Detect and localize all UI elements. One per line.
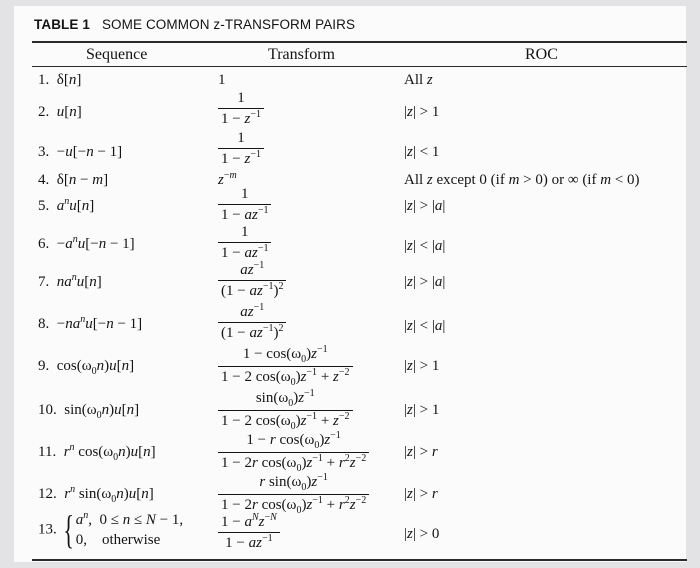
roc-cell: |z| > |a|: [404, 274, 446, 290]
top-rule: [32, 41, 687, 43]
roc-cell: |z| < |a|: [404, 318, 446, 334]
sequence-cell: 2. u[n]: [38, 104, 82, 120]
transform-cell: $\frac{1 - r \cos(\omega_0)z^{-1}}{1 - 2r \cos(\omega_0)z^{-1} + r^2z^{-2}}$: [218, 432, 369, 474]
header-roc: ROC: [525, 46, 558, 63]
roc-cell: |z| > 0: [404, 526, 440, 542]
roc-cell: |z| > r: [404, 486, 438, 502]
sequence-cell: 9. $\cos(\omega_0n)u[n]$: [38, 358, 135, 377]
roc-cell: All z except 0 (if m > 0) or ∞ (if m < 0): [404, 172, 640, 188]
roc-cell: |z| < 1: [404, 144, 440, 160]
transform-cell: $\frac{1 - \cos(\omega_0)z^{-1}}{1 - 2 \cos(\omega_0)z^{-1} + z^{-2}}$: [218, 346, 353, 388]
header-transform: Transform: [268, 46, 335, 63]
sequence-cell: 12. $r^n$ $\sin(\omega_0n)u[n]$: [38, 484, 154, 505]
table-page: [14, 6, 686, 562]
sequence-cell: 11. $r^n$ $\cos(\omega_0n)u[n]$: [38, 442, 156, 463]
transform-cell: $\frac{1}{1 - az^{-1}}$: [218, 224, 271, 262]
bottom-rule: [32, 559, 687, 561]
roc-cell: |z| > r: [404, 444, 438, 460]
table-label: TABLE 1: [34, 17, 90, 32]
transform-cell: $\frac{1}{1 - z^{-1}}$: [218, 90, 264, 128]
roc-cell: |z| > 1: [404, 358, 440, 374]
transform-cell: 1: [218, 72, 226, 88]
transform-cell: $\frac{1}{1 - az^{-1}}$: [218, 186, 271, 224]
sequence-cell: 6. $-a^nu[-n - 1]$: [38, 234, 135, 252]
table-title: SOME COMMON z-TRANSFORM PAIRS: [101, 17, 356, 32]
sequence-cell: 5. $a^nu[n]$: [38, 196, 95, 214]
transform-cell: $z^{-m}$: [218, 170, 237, 188]
sequence-cell: 8. $-na^nu[-n - 1]$: [38, 314, 143, 332]
transform-cell: $\frac{1 - a^Nz^{-N}}{1 - az^{-1}}$: [218, 514, 280, 552]
roc-cell: |z| > 1: [404, 402, 440, 418]
transform-cell: $\frac{az^{-1}}{(1 - az^{-1})^2}$: [218, 262, 286, 300]
roc-cell: |z| > 1: [404, 104, 440, 120]
transform-cell: $\frac{r \sin(\omega_0)z^{-1}}{1 - 2r \cos(\omega_0)z^{-1} + r^2z^{-2}}$: [218, 474, 369, 516]
transform-cell: $\frac{\sin(\omega_0)z^{-1}}{1 - 2 \cos(\omega_0)z^{-1} + z^{-2}}$: [218, 390, 353, 432]
sequence-cell: 13. { $a^n$, 0 ≤ n ≤ N − 1, 0, otherwise: [38, 507, 184, 552]
roc-cell: |z| > |a|: [404, 198, 446, 214]
transform-cell: $\frac{1}{1 - z^{-1}}$: [218, 130, 264, 168]
sequence-cell: 10. $\sin(\omega_0n)u[n]$: [38, 402, 140, 421]
roc-cell: |z| < |a|: [404, 238, 446, 254]
header-rule: [32, 66, 687, 67]
header-sequence: Sequence: [86, 46, 148, 63]
roc-cell: All z: [404, 72, 433, 88]
transform-cell: $\frac{az^{-1}}{(1 - az^{-1})^2}$: [218, 304, 286, 342]
sequence-cell: 3. −u[−n − 1]: [38, 144, 123, 160]
table-caption: [34, 17, 355, 32]
sequence-cell: 7. $na^nu[n]$: [38, 272, 102, 290]
brace-glyph: {: [62, 507, 74, 552]
sequence-cell: 4. δ[n − m]: [38, 172, 109, 188]
sequence-cell: 1. δ[n]: [38, 72, 82, 88]
